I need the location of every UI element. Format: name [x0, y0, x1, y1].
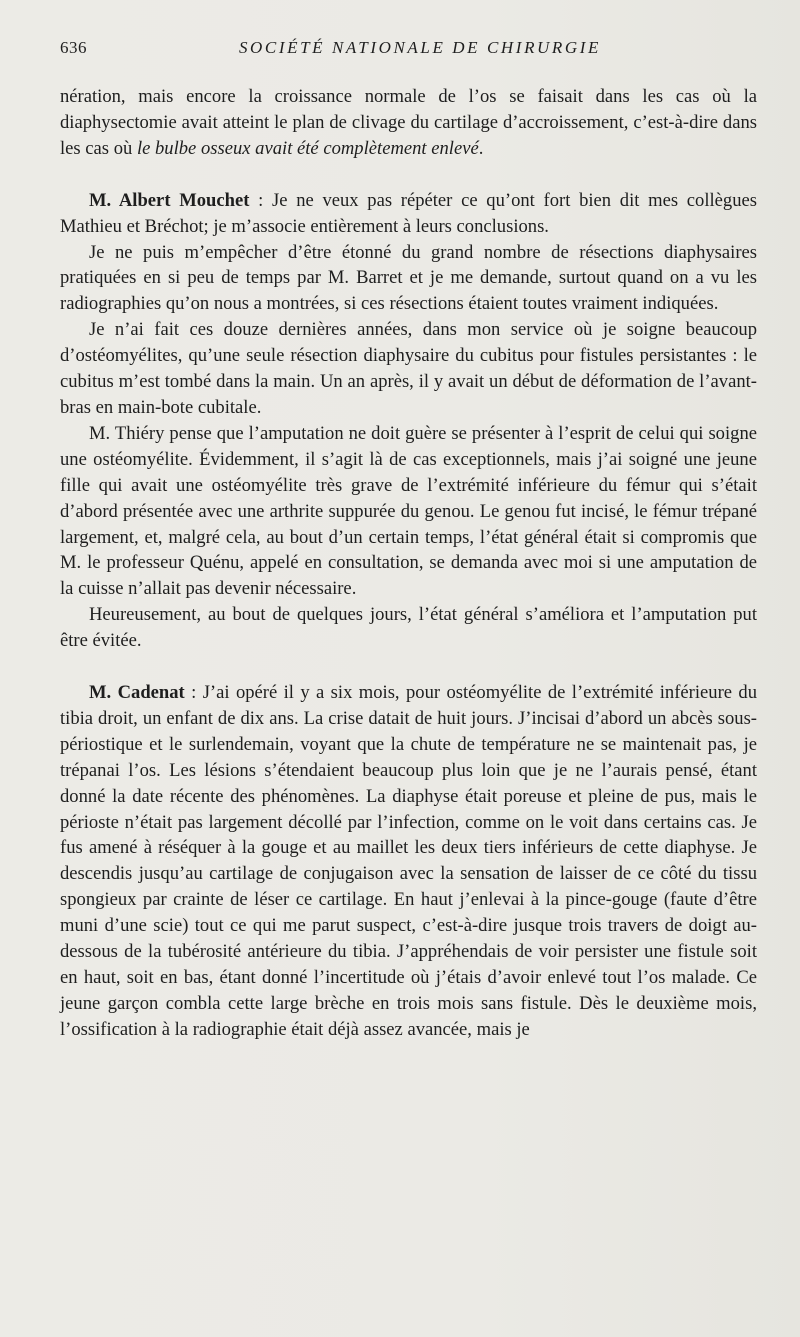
speaker-name: M. Albert Mouchet: [89, 189, 250, 211]
paragraph: M. Thiéry pense que l’amputation ne doit guère se présenter à l’esprit de celui qui soigne une ostéomyélite. Évidemment, il s’agit là de cas exceptionnels, mais j’ai soigné une jeune fille qui avait une ostéomyélite très grave de l’extrémité inférieure du fémur qui s’était d’abord présentée avec une arthrite suppurée du genou. Le genou fut incisé, le fémur trépané largement, et, malgré cela, au bout d’un certain temps, l’état général était si compromis que M. le professeur Quénu, appelé en consultation, se demanda avec moi si une amputation de la cuisse n’allait pas devenir nécessaire.: [60, 422, 757, 600]
page-number: 636: [60, 38, 87, 57]
journal-title: SOCIÉTÉ NATIONALE DE CHIRURGIE: [238, 38, 602, 57]
paragraph-cadenat: [60, 680, 757, 1043]
paragraph: Je n’ai fait ces douze dernières années, dans mon service où je soigne beaucoup d’ostéomyélites, qu’une seule résection diaphysaire du cubitus pour fistules persistantes : le cubitus m’est tombé dans la main. Un an après, il y avait un début de déformation de l’avant-bras en main-bote cubitale.: [60, 319, 757, 418]
body-text: [60, 84, 757, 1043]
paragraph-text-end: .: [478, 137, 484, 159]
paragraph-mouchet: [60, 188, 757, 240]
paragraph-text: : J’ai opéré il y a six mois, pour ostéomyélite de l’extrémité inférieure du tibia droit, un enfant de dix ans. La crise datait de huit jours. J’incisai d’abord un abcès sous-périostique et le surlendemain, voyant que la chute de température ne se maintenait pas, je trépanai l’os. Les lésions s’étendaient beaucoup plus loin que je ne l’aurais pensé, étant donné la date récente des phénomènes. La diaphyse était poreuse et pleine de pus, mais le périoste n’était pas largement décollé par l’infection, comme on le voit dans certains cas. Je fus amené à réséquer à la gouge et au maillet les deux tiers inférieurs de cette diaphyse. Je descendis jusqu’au cartilage de conjugaison avec la sensation de laisser de ce côté du tissu spongieux par crainte de léser ce cartilage. En haut j’enlevai à la pince-gouge (faute d’être muni d’une scie) tout ce qui me parut suspect, c’est-à-dire jusque trois travers de doigt au-dessous de la tubérosité antérieure du tibia. J’appréhendais de voir persister une fistule soit en haut, soit en bas, étant donné l’incertitude où j’étais d’avoir enlevé tout l’os malade. Ce jeune garçon combla cette large brèche en trois mois sans fistule. Dès le deuxième mois, l’ossification à la radiographie était déjà assez avancée, mais je: [60, 682, 757, 1040]
paragraph: Je ne puis m’empêcher d’être étonné du grand nombre de résections diaphysaires pratiquées en si peu de temps par M. Barret et je me demande, surtout quand on a vu les radiographies qu’on nous a montrées, si ces résections étaient toutes vraiment indiquées.: [60, 241, 757, 315]
paragraph-text: : Je ne veux pas répéter ce qu’ont fort bien dit mes collègues Mathieu et Bréchot; je m’associe entièrement à leurs conclusions.: [60, 189, 757, 237]
italic-phrase: le bulbe osseux avait été complètement enlevé: [136, 137, 479, 159]
speaker-name: M. Cadenat: [89, 682, 185, 704]
paragraph-continuation: [60, 84, 757, 162]
running-header: [60, 38, 760, 62]
paragraph-text: nération, mais encore la croissance normale de l’os se faisait dans les cas où la diaphysectomie avait atteint le plan de clivage du cartilage d’accroissement, c’est-à-dire dans les cas où: [60, 86, 757, 159]
paragraph: Heureusement, au bout de quelques jours, l’état général s’améliora et l’amputation put être évitée.: [60, 604, 757, 652]
